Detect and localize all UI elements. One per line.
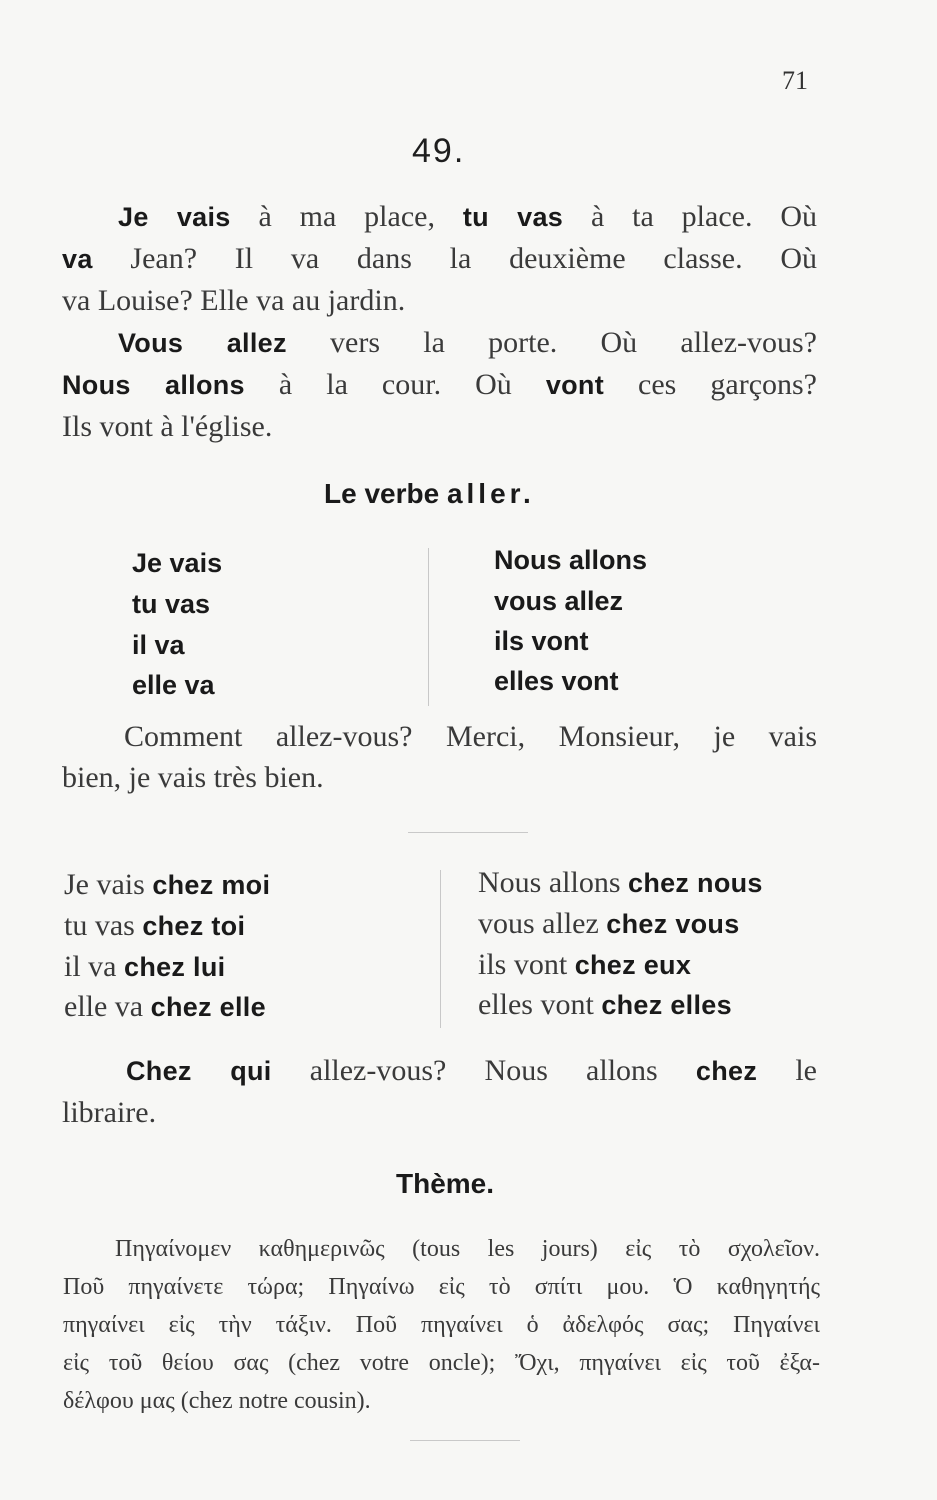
verb-heading-prefix: Le verbe — [324, 478, 447, 509]
bold-phrase: Vous allez — [118, 328, 287, 358]
paragraph-3-line-1 — [62, 716, 817, 757]
text-run: à ma place, — [230, 200, 463, 233]
bottom-divider — [410, 1440, 520, 1441]
bold-phrase: chez eux — [574, 950, 692, 980]
bold-phrase: chez — [695, 1056, 758, 1086]
bold-phrase: chez nous — [628, 868, 763, 898]
text-run: ils vont — [478, 948, 575, 981]
chez-left-1 — [64, 868, 270, 902]
bold-phrase: chez elles — [601, 990, 732, 1020]
paragraph-4-line-2: libraire. — [62, 1096, 157, 1129]
column-divider — [428, 548, 429, 706]
conjugation-right-1: Nous allons — [494, 545, 648, 575]
bold-phrase: chez toi — [142, 911, 246, 941]
text-run: vous allez — [478, 907, 607, 940]
chez-left-4 — [64, 990, 266, 1024]
text-run: le — [757, 1054, 817, 1087]
conjugation-left-2: tu vas — [132, 589, 211, 619]
bold-phrase: Chez qui — [126, 1056, 272, 1086]
theme-heading: Thème. — [396, 1168, 495, 1199]
bold-phrase: chez elle — [150, 992, 266, 1022]
paragraph-3-line-2: bien, je vais très bien. — [62, 761, 324, 794]
text-run: ces garçons? — [604, 368, 817, 401]
section-divider — [408, 832, 528, 833]
text-run: Comment allez-vous? Merci, Monsieur, je vais — [124, 720, 817, 753]
verb-heading-word: aller. — [446, 478, 535, 509]
text-run: Je vais — [64, 868, 153, 901]
bold-phrase: chez lui — [124, 952, 226, 982]
text-run: elle va — [64, 990, 151, 1023]
greek-line-1: Πηγαίνομεν καθημερινῶς (tous les jours) εἰς τὸ σχολεῖον. — [115, 1236, 820, 1262]
greek-line-4: εἰς τοῦ θείου σας (chez votre oncle); Ὄχι, πηγαίνει εἰς τοῦ ἐξα- — [63, 1350, 820, 1376]
greek-line-2: Ποῦ πηγαίνετε τώρα; Πηγαίνω εἰς τὸ σπίτι μου. Ὁ καθηγητής — [63, 1274, 820, 1300]
text-run: Jean? Il va dans la deuxième classe. Où — [92, 242, 817, 275]
text-run: allez-vous? Nous allons — [271, 1054, 696, 1087]
text-run: elles vont — [478, 988, 602, 1021]
bold-phrase: Nous allons — [62, 370, 245, 400]
text-run: tu vas — [64, 909, 143, 942]
paragraph-2-line-3: Ils vont à l'église. — [62, 410, 273, 443]
conjugation-right-2: vous allez — [494, 586, 624, 616]
text-run: vers la porte. Où allez-vous? — [286, 326, 817, 359]
greek-line-5: δέλφου μας (chez notre cousin). — [63, 1388, 371, 1414]
paragraph-1-line-3: va Louise? Elle va au jardin. — [62, 284, 406, 317]
conjugation-left-4: elle va — [132, 670, 215, 700]
column-divider — [440, 870, 441, 1028]
chez-right-2 — [478, 907, 740, 941]
bold-phrase: chez vous — [606, 909, 740, 939]
paragraph-1-line-1 — [62, 196, 817, 238]
paragraph-3 — [62, 716, 817, 798]
lesson-number: 49. — [412, 132, 466, 170]
chez-right-3 — [478, 948, 691, 982]
chez-right-1 — [478, 866, 763, 900]
bold-phrase: va — [62, 244, 93, 274]
bold-phrase: tu vas — [462, 202, 564, 232]
chez-left-3 — [64, 950, 225, 984]
chez-left-2 — [64, 909, 245, 943]
paragraph-4 — [62, 1050, 817, 1133]
text-run: il va — [64, 950, 124, 983]
greek-exercise — [63, 1230, 820, 1420]
bold-phrase: Je vais — [118, 202, 231, 232]
paragraph-2-line-1 — [62, 322, 817, 364]
paragraph-2-line-2 — [62, 364, 817, 406]
bold-phrase: vont — [545, 370, 605, 400]
paragraph-1 — [62, 196, 817, 321]
text-run: Nous allons — [478, 866, 628, 899]
verb-heading — [324, 478, 535, 510]
text-run: à la cour. Où — [244, 368, 546, 401]
conjugation-left-1: Je vais — [132, 548, 223, 578]
text-run: à ta place. Où — [563, 200, 818, 233]
chez-right-4 — [478, 988, 732, 1022]
conjugation-right-4: elles vont — [494, 666, 619, 696]
paragraph-4-line-1 — [62, 1050, 817, 1092]
conjugation-right-3: ils vont — [494, 626, 589, 656]
conjugation-left-3: il va — [132, 630, 185, 660]
paragraph-1-line-2 — [62, 238, 817, 280]
greek-line-3: πηγαίνει εἰς τὴν τάξιν. Ποῦ πηγαίνει ὁ ἀδελφός σας; Πηγαίνει — [63, 1312, 820, 1338]
paragraph-2 — [62, 322, 817, 447]
bold-phrase: chez moi — [152, 870, 271, 900]
page-number: 71 — [782, 66, 808, 95]
